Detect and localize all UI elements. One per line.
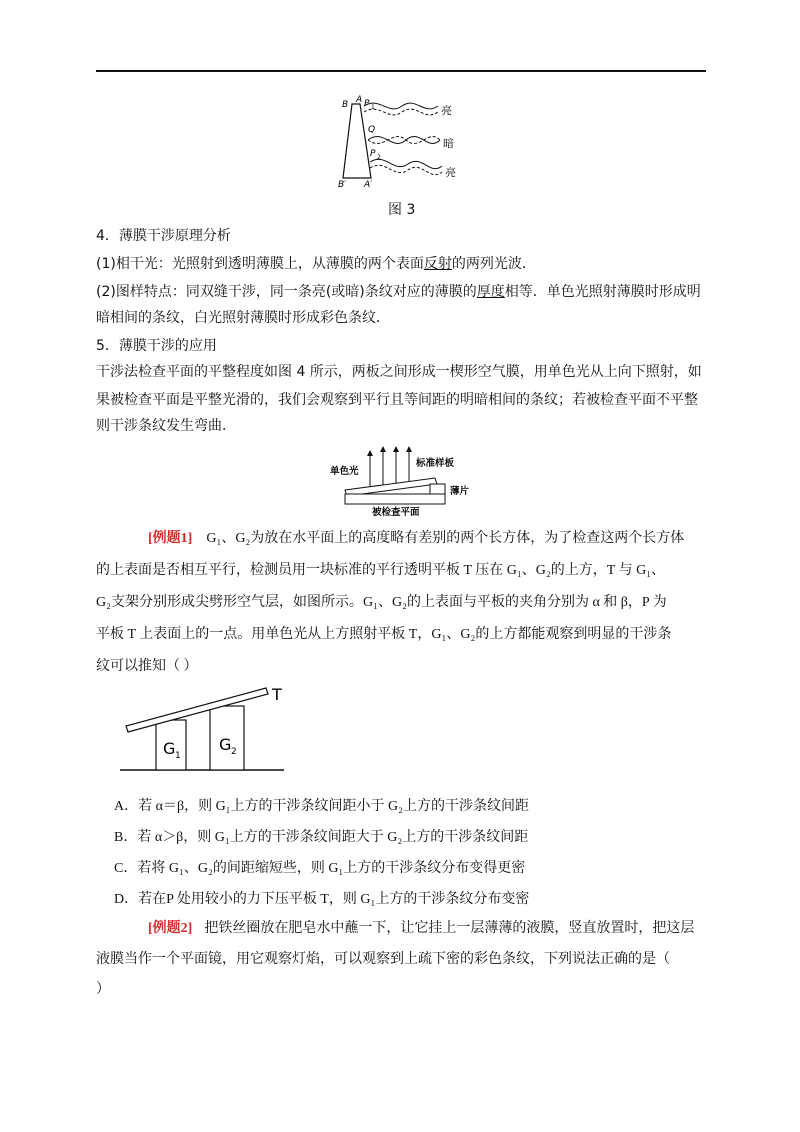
section-4-point-2 <box>96 278 701 306</box>
label-P1-sub: 1 <box>371 104 375 111</box>
arrow-4 <box>406 446 412 452</box>
example-2-line-2: 液膜当作一个平面镜，用它观察灯焰，可以观察到上疏下密的彩色条纹，下列说法正确的是（ <box>96 952 670 967</box>
section-5-line-1: 干涉法检查平面的平整程度如图 4 所示，两板之间形成一楔形空气膜，用单色光从上向下照射，如 <box>96 364 702 380</box>
standard-plate <box>345 478 437 496</box>
bright-wave-top-dashed <box>364 109 438 115</box>
label-B-prime: B′ <box>338 180 347 190</box>
option-C: C．若将 G₁、G₂的间距缩短些，则 G₁上方的干涉条纹分布变得更密 <box>114 861 526 876</box>
bright-wave-bottom-dashed <box>370 165 442 174</box>
example-1-label: [例题1] <box>148 531 193 546</box>
label-P1: P <box>364 99 370 109</box>
option-A: A．若 α＝β，则 G₁上方的干涉条纹间距小于 G₂上方的干涉条纹间距 <box>114 799 530 814</box>
label-mono-light: 单色光 <box>330 466 359 477</box>
section-4-heading: 4．薄膜干涉原理分析 <box>96 228 231 244</box>
p1-post: 的两列光波． <box>451 256 536 272</box>
figure-3-wedge-film <box>330 92 490 192</box>
section-4-point-2-cont: 暗相间的条纹，白光照射薄膜时形成彩色条纹． <box>96 310 390 326</box>
example-1-line-2: 的上表面是否相互平行，检测员用一块标准的平行透明平板 T 压在 G₁、G₂的上方，T 与 G₁、 <box>96 563 666 578</box>
example-1-text-1: G₁、G₂为放在水平面上的高度略有差别的两个长方体，为了检查这两个长方体 <box>206 531 685 546</box>
label-standard-plate: 标准样板 <box>416 458 455 469</box>
example-1-line-1 <box>148 525 684 553</box>
wedge-film-shape <box>343 104 371 178</box>
label-test-plane: 被检查平面 <box>372 507 420 518</box>
header-rule <box>96 70 706 72</box>
label-T: T <box>272 685 282 704</box>
section-5-line-2: 果被检查平面是平整光滑的，我们会观察到平行且等间距的明暗相间的条纹；若被检查平面不平整 <box>96 392 698 408</box>
arrow-2 <box>380 446 386 452</box>
label-Q: Q <box>368 125 376 135</box>
p2-underline: 厚度 <box>476 284 505 300</box>
bright-wave-top-solid <box>364 103 438 109</box>
p1-pre: (1)相干光：光照射到透明薄膜上，从薄膜的两个表面 <box>96 256 424 272</box>
example-1-line-5: 纹可以推知（ ） <box>96 659 198 674</box>
option-D: D．若在P 处用较小的力下压平板 T，则 G₁上方的干涉条纹分布变密 <box>114 892 530 907</box>
thin-slice <box>430 484 445 494</box>
plate-T <box>126 688 268 732</box>
label-thin-slice: 薄片 <box>450 486 470 497</box>
label-G1-sub: 1 <box>175 751 181 761</box>
arrow-3 <box>393 446 399 452</box>
test-plane-block <box>345 494 445 504</box>
example-1-line-3: G₂支架分别形成尖劈形空气层，如图所示。G₁、G₂的上表面与平板的夹角分别为 α 和 β，P 为 <box>96 595 667 610</box>
section-5-line-3: 则干涉条纹发生弯曲． <box>96 418 236 434</box>
figure-3-caption: 图 3 <box>388 202 416 218</box>
label-B: B <box>342 100 349 110</box>
section-5-heading: 5．薄膜干涉的应用 <box>96 338 217 354</box>
example-2-label: [例题2] <box>148 921 193 936</box>
label-P2-sub: 2 <box>377 154 381 161</box>
label-bright-bottom: 亮 <box>445 166 456 179</box>
label-P2: P <box>370 149 376 159</box>
option-B: B．若 α＞β，则 G₁上方的干涉条纹间距大于 G₂上方的干涉条纹间距 <box>114 830 529 845</box>
section-4-point-1 <box>96 250 536 278</box>
label-G2: G <box>219 735 232 754</box>
example-2-line-1 <box>148 915 694 943</box>
p1-underline: 反射 <box>423 256 452 272</box>
example-2-text-1: 把铁丝圈放在肥皂水中蘸一下，让它挂上一层薄薄的液膜，竖直放置时，把这层 <box>204 921 695 936</box>
label-bright-top: 亮 <box>441 104 452 117</box>
arrow-1 <box>367 450 373 456</box>
example-1-line-4: 平板 T 上表面上的一点。用单色光从上方照射平板 T，G₁、G₂的上方都能观察到明显的干涉条 <box>96 627 672 642</box>
example-1-figure <box>118 682 288 774</box>
label-A-prime: A′ <box>364 180 373 190</box>
label-A: A <box>356 95 363 105</box>
label-G1: G <box>163 739 176 758</box>
example-2-line-3: ） <box>96 982 110 997</box>
p2-pre: (2)图样特点：同双缝干涉，同一条亮(或暗)条纹对应的薄膜的 <box>96 284 477 300</box>
label-G2-sub: 2 <box>231 747 237 757</box>
figure-4-flatness-test <box>330 444 500 518</box>
p2-post: 相等．单色光照射薄膜时形成明 <box>504 284 701 300</box>
label-dark: 暗 <box>443 137 454 150</box>
